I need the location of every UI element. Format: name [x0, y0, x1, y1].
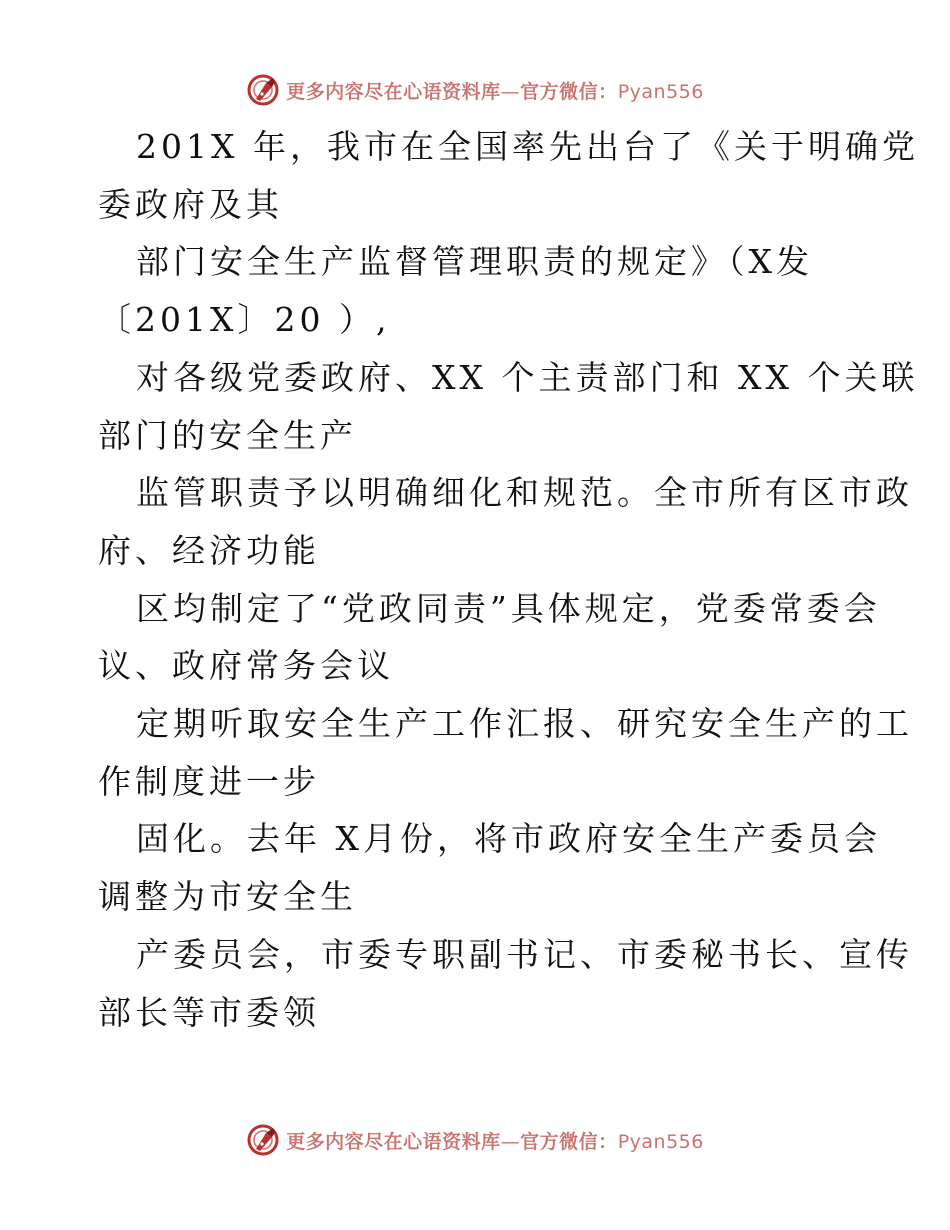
paragraph: [98, 695, 913, 810]
paragraph: [98, 118, 919, 233]
document-body: [98, 118, 919, 1041]
header-banner-main: 更多内容尽在心语资料库: [286, 80, 501, 103]
paragraph-line: 委政府及其: [98, 184, 283, 224]
paragraph-line: 区均制定了“党政同责”具体规定，党委常委会: [136, 588, 881, 628]
paragraph-line: 作制度进一步: [98, 761, 320, 801]
paragraph-line: 定期听取安全生产工作汇报、研究安全生产的工: [136, 704, 913, 744]
footer-banner-wechat-id: Pyan556: [617, 1130, 704, 1153]
header-banner-suffix: 官方微信：: [520, 80, 618, 103]
paragraph-line: 产委员会，市委专职副书记、市委秘书长、宣传: [136, 934, 913, 974]
header-banner: [0, 70, 950, 110]
paragraph-line: 固化。去年 X月份，将市政府安全生产委员会: [136, 819, 881, 859]
footer-banner-main: 更多内容尽在心语资料库: [286, 1130, 501, 1153]
paragraph-line: 部长等市委领: [98, 992, 320, 1032]
paragraph-line: 201X 年，我市在全国率先出台了《关于明确党: [136, 127, 919, 166]
pen-nib-circle-icon: [246, 1123, 280, 1157]
header-banner-inner: [246, 73, 704, 107]
footer-banner-text: [286, 1127, 704, 1154]
paragraph: [98, 349, 919, 464]
paragraph: [98, 926, 913, 1041]
paragraph: [98, 233, 858, 348]
footer-banner-suffix: 官方微信：: [520, 1130, 618, 1153]
footer-banner-inner: [246, 1123, 704, 1157]
paragraph-line: 〔201X〕20 ）,: [98, 300, 391, 340]
paragraph-line: 对各级党委政府、XX 个主责部门和 XX 个关联: [136, 357, 919, 397]
paragraph-line: 监管职责予以明确细化和规范。全市所有区市政: [136, 473, 913, 513]
paragraph-line: 部门安全生产监督管理职责的规定》（X发: [136, 242, 813, 282]
paragraph: [98, 810, 881, 925]
header-banner-wechat-id: Pyan556: [617, 80, 704, 103]
header-banner-text: [286, 77, 704, 104]
pen-nib-circle-icon: [246, 73, 280, 107]
footer-banner: [0, 1120, 950, 1160]
paragraph-line: 调整为市安全生: [98, 877, 357, 917]
footer-banner-separator: —: [500, 1130, 521, 1153]
paragraph-line: 府、经济功能: [98, 530, 320, 570]
paragraph: [98, 580, 881, 695]
paragraph: [98, 464, 913, 579]
paragraph-line: 议、政府常务会议: [98, 646, 394, 686]
paragraph-line: 部门的安全生产: [98, 415, 357, 455]
header-banner-separator: —: [500, 80, 521, 103]
